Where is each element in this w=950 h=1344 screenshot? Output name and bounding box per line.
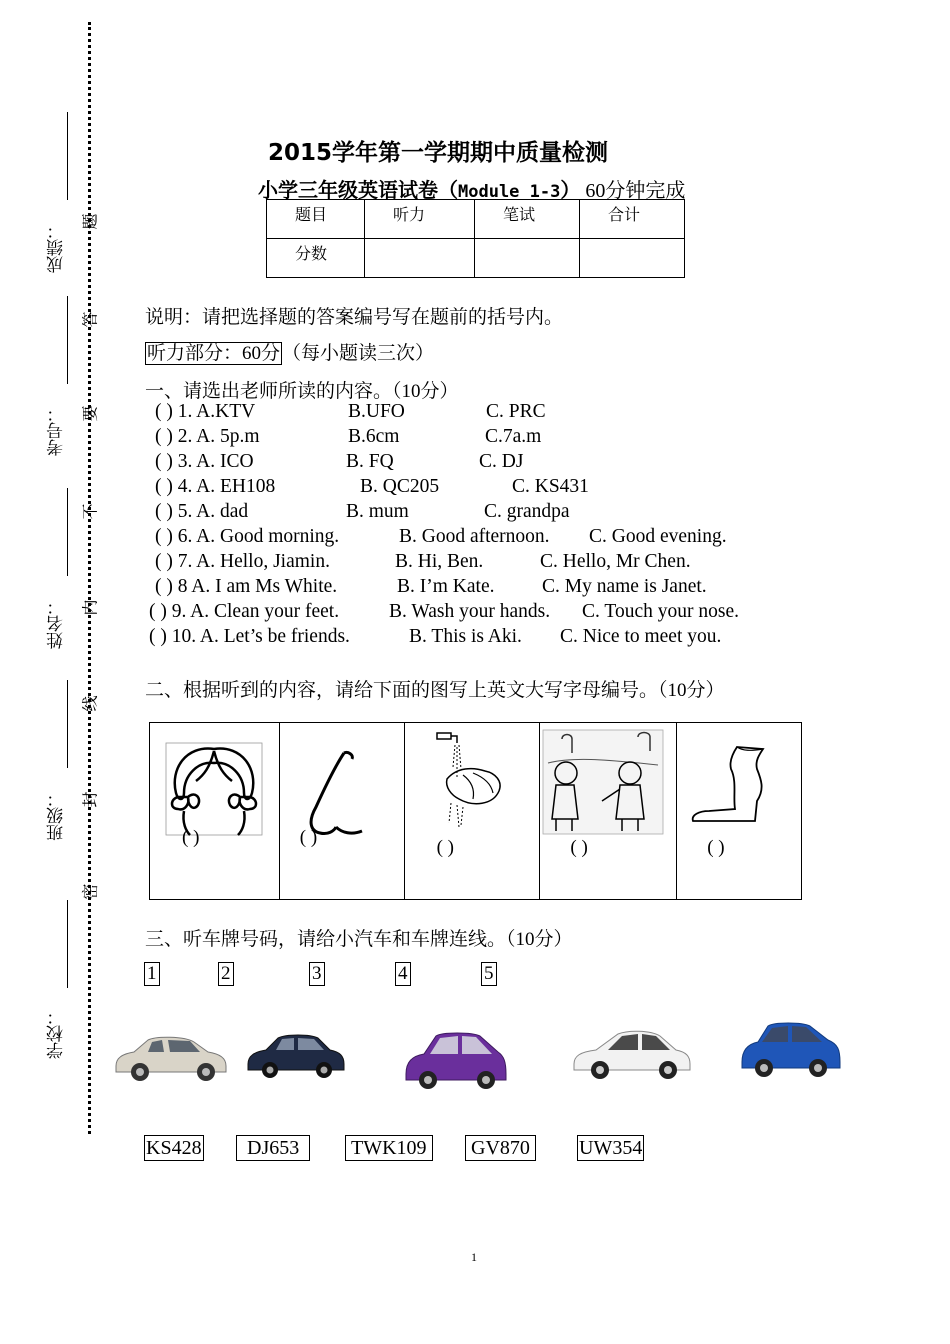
score-cell-total[interactable] <box>580 239 685 278</box>
score-header-cell: 题目 <box>267 200 365 239</box>
score-header-cell: 听力 <box>365 200 475 239</box>
margin-label-school: 学校： <box>47 1008 66 1059</box>
score-line <box>67 112 68 200</box>
license-plate: DJ653 <box>236 1135 310 1161</box>
class-line <box>67 680 68 768</box>
car-number-box: 3 <box>309 962 325 986</box>
leg-foot-drawing-icon <box>685 741 775 831</box>
answer-blank[interactable]: ( ) <box>299 827 318 848</box>
picture-cell-nose <box>280 723 405 899</box>
listening-heading: 听力部分：60分 （每小题读三次） <box>147 343 435 364</box>
license-plate: TWK109 <box>345 1135 433 1161</box>
score-table <box>266 199 685 278</box>
margin-label-score: 成绩： <box>47 222 66 273</box>
fold-char: 不 <box>82 503 100 520</box>
name-line <box>67 488 68 576</box>
section1-title: 一、请选出老师所读的内容。（10分） <box>145 381 459 402</box>
fold-char: 题 <box>82 213 100 230</box>
picture-cell-leg <box>677 723 801 899</box>
answer-blank[interactable]: ( ) <box>707 837 725 858</box>
page-subtitle: 小学三年级英语试卷（Module 1-3） 60分钟完成 <box>258 178 686 202</box>
section3-title: 三、听车牌号码，请给小汽车和车牌连线。（10分） <box>145 929 573 950</box>
section2-title: 二、根据听到的内容，请给下面的图写上英文大写字母编号。（10分） <box>145 680 725 701</box>
binding-dotted-line <box>88 22 91 1134</box>
silver-sedan-icon <box>112 1028 230 1084</box>
washing-hands-icon <box>433 727 513 835</box>
score-cell-written[interactable] <box>475 239 580 278</box>
answer-blank[interactable]: ( ) <box>570 837 588 858</box>
fold-char: 封 <box>82 791 100 808</box>
license-plate: UW354 <box>579 1137 643 1159</box>
picture-cell-friends <box>540 723 677 899</box>
school-line <box>67 900 68 988</box>
instructions: 说明：请把选择题的答案编号写在题前的括号内。 <box>145 307 564 328</box>
car-number-box: 5 <box>481 962 497 986</box>
score-cell-listening[interactable] <box>365 239 475 278</box>
score-header-cell: 合计 <box>580 200 685 239</box>
purple-hatchback-icon <box>402 1028 508 1092</box>
page-title: 2015学年第一学期期中质量检测 <box>268 140 609 166</box>
blue-compact-car-icon <box>738 1018 844 1082</box>
fold-char: 线 <box>82 695 100 712</box>
white-coupe-icon <box>572 1024 692 1082</box>
exam-number-line <box>67 296 68 384</box>
picture-cell-hair <box>150 723 280 899</box>
license-plate: KS428 <box>146 1137 202 1159</box>
car-number-box: 2 <box>218 962 234 986</box>
license-plate: GV870 <box>465 1135 536 1161</box>
dark-blue-sedan-icon <box>246 1028 346 1082</box>
car-number-box: 1 <box>144 962 160 986</box>
page-number: 1 <box>471 1250 477 1264</box>
fold-char: 内 <box>82 599 100 616</box>
picture-cell-wash-hands <box>405 723 541 899</box>
fold-char: 要 <box>82 405 100 422</box>
children-meeting-icon <box>542 729 664 835</box>
answer-blank[interactable]: ( ) <box>436 837 455 858</box>
hair-drawing-icon <box>164 741 264 837</box>
picture-grid <box>149 722 802 900</box>
fold-char: 密 <box>82 883 100 900</box>
score-header-cell: 笔试 <box>475 200 580 239</box>
margin-label-name: 姓名： <box>47 598 66 649</box>
margin-label-class: 班级： <box>47 790 66 841</box>
fold-char: 答 <box>82 311 100 328</box>
score-row-label: 分数 <box>267 239 365 278</box>
margin-label-exam-number: 考号： <box>47 405 66 456</box>
car-number-box: 4 <box>395 962 411 986</box>
answer-blank[interactable]: ( ) <box>182 827 200 848</box>
